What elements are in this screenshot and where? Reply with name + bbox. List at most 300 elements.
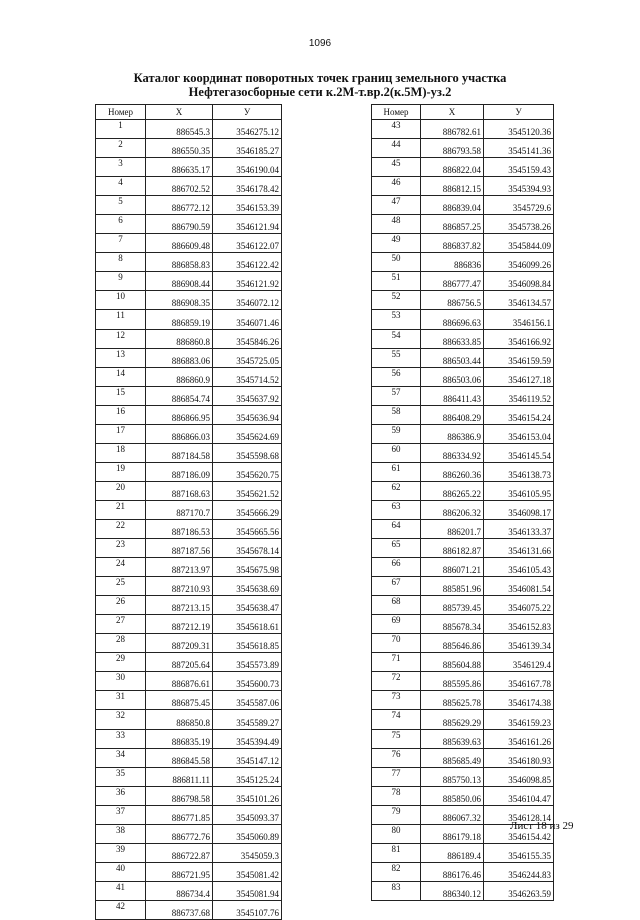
x-coordinate-cell: 886182.87 xyxy=(421,539,484,558)
point-number-cell: 11 xyxy=(96,310,146,329)
point-number-cell: 52 xyxy=(372,291,421,310)
y-coordinate-cell: 3546139.34 xyxy=(484,634,554,653)
point-number-cell: 82 xyxy=(372,862,421,881)
x-coordinate-cell: 886702.52 xyxy=(146,177,213,196)
point-number-cell: 76 xyxy=(372,748,421,767)
point-number-cell: 32 xyxy=(96,710,146,729)
x-coordinate-cell: 886503.06 xyxy=(421,367,484,386)
title-line-2: Нефтегазосборные сети к.2М-т.вр.2(к.5М)-уз.2 xyxy=(188,85,452,99)
point-number-cell: 26 xyxy=(96,596,146,615)
y-coordinate-cell: 3545714.52 xyxy=(213,367,282,386)
point-number-cell: 42 xyxy=(96,900,146,919)
table-row xyxy=(96,691,282,710)
table-row xyxy=(96,481,282,500)
x-coordinate-cell: 886854.74 xyxy=(146,386,213,405)
y-coordinate-cell: 3546098.17 xyxy=(484,500,554,519)
y-coordinate-cell: 3545621.52 xyxy=(213,481,282,500)
table-row xyxy=(372,500,554,519)
x-coordinate-cell: 886875.45 xyxy=(146,691,213,710)
x-coordinate-cell: 886633.85 xyxy=(421,329,484,348)
y-coordinate-cell: 3546075.22 xyxy=(484,596,554,615)
x-coordinate-cell: 885639.63 xyxy=(421,729,484,748)
point-number-cell: 31 xyxy=(96,691,146,710)
x-coordinate-cell: 887184.58 xyxy=(146,443,213,462)
point-number-cell: 30 xyxy=(96,672,146,691)
point-number-cell: 6 xyxy=(96,215,146,234)
table-row xyxy=(372,405,554,424)
point-number-cell: 14 xyxy=(96,367,146,386)
point-number-cell: 50 xyxy=(372,253,421,272)
x-coordinate-cell: 886811.11 xyxy=(146,767,213,786)
y-coordinate-cell: 3545107.76 xyxy=(213,900,282,919)
y-coordinate-cell: 3546119.52 xyxy=(484,386,554,405)
point-number-cell: 7 xyxy=(96,234,146,253)
point-number-cell: 8 xyxy=(96,253,146,272)
table-row xyxy=(96,158,282,177)
y-coordinate-cell: 3546072.12 xyxy=(213,291,282,310)
y-coordinate-cell: 3545598.68 xyxy=(213,443,282,462)
x-coordinate-cell: 886839.04 xyxy=(421,196,484,215)
table-row xyxy=(372,329,554,348)
document-title xyxy=(0,71,640,99)
x-coordinate-cell: 886721.95 xyxy=(146,862,213,881)
x-coordinate-cell: 885595.86 xyxy=(421,672,484,691)
x-coordinate-cell: 886265.22 xyxy=(421,481,484,500)
table-row xyxy=(96,272,282,291)
point-number-cell: 69 xyxy=(372,615,421,634)
point-number-cell: 45 xyxy=(372,158,421,177)
y-coordinate-cell: 3546154.42 xyxy=(484,824,554,843)
y-coordinate-cell: 3545729.6 xyxy=(484,196,554,215)
x-coordinate-cell: 886883.06 xyxy=(146,348,213,367)
point-number-cell: 63 xyxy=(372,500,421,519)
x-coordinate-cell: 887186.53 xyxy=(146,519,213,538)
column-header-x: X xyxy=(421,105,484,120)
y-coordinate-cell: 3546105.43 xyxy=(484,558,554,577)
table-row xyxy=(96,729,282,748)
y-coordinate-cell: 3546134.57 xyxy=(484,291,554,310)
table-row xyxy=(372,481,554,500)
column-header-y: У xyxy=(213,105,282,120)
x-coordinate-cell: 886845.58 xyxy=(146,748,213,767)
table-row xyxy=(96,291,282,310)
point-number-cell: 70 xyxy=(372,634,421,653)
x-coordinate-cell: 886067.32 xyxy=(421,805,484,824)
table-row xyxy=(96,862,282,881)
point-number-cell: 36 xyxy=(96,786,146,805)
table-row xyxy=(96,900,282,919)
point-number-cell: 60 xyxy=(372,443,421,462)
y-coordinate-cell: 3545159.43 xyxy=(484,158,554,177)
x-coordinate-cell: 886411.43 xyxy=(421,386,484,405)
y-coordinate-cell: 3546263.59 xyxy=(484,881,554,900)
table-row xyxy=(372,234,554,253)
point-number-cell: 67 xyxy=(372,577,421,596)
y-coordinate-cell: 3546180.93 xyxy=(484,748,554,767)
point-number-cell: 81 xyxy=(372,843,421,862)
x-coordinate-cell: 887168.63 xyxy=(146,481,213,500)
x-coordinate-cell: 886857.25 xyxy=(421,215,484,234)
x-coordinate-cell: 885629.29 xyxy=(421,710,484,729)
table-row xyxy=(372,710,554,729)
table-row xyxy=(96,596,282,615)
table-row xyxy=(372,672,554,691)
table-row xyxy=(372,177,554,196)
table-row xyxy=(372,634,554,653)
table-header-row xyxy=(96,105,282,120)
x-coordinate-cell: 885851.96 xyxy=(421,577,484,596)
table-row xyxy=(96,767,282,786)
column-header-x: X xyxy=(146,105,213,120)
x-coordinate-cell: 886798.58 xyxy=(146,786,213,805)
y-coordinate-cell: 3546127.18 xyxy=(484,367,554,386)
point-number-cell: 66 xyxy=(372,558,421,577)
table-row xyxy=(96,634,282,653)
x-coordinate-cell: 887170.7 xyxy=(146,500,213,519)
x-coordinate-cell: 886179.18 xyxy=(421,824,484,843)
table-row xyxy=(372,881,554,900)
point-number-cell: 75 xyxy=(372,729,421,748)
table-row xyxy=(96,215,282,234)
table-row xyxy=(372,539,554,558)
table-row xyxy=(96,653,282,672)
x-coordinate-cell: 887205.64 xyxy=(146,653,213,672)
point-number-cell: 57 xyxy=(372,386,421,405)
table-row xyxy=(372,577,554,596)
x-coordinate-cell: 886737.68 xyxy=(146,900,213,919)
x-coordinate-cell: 885604.88 xyxy=(421,653,484,672)
table-row xyxy=(96,748,282,767)
x-coordinate-cell: 886860.8 xyxy=(146,329,213,348)
table-header-row xyxy=(372,105,554,120)
point-number-cell: 13 xyxy=(96,348,146,367)
x-coordinate-cell: 886201.7 xyxy=(421,519,484,538)
point-number-cell: 17 xyxy=(96,424,146,443)
y-coordinate-cell: 3546128.14 xyxy=(484,805,554,824)
table-row xyxy=(96,710,282,729)
y-coordinate-cell: 3546185.27 xyxy=(213,139,282,158)
coordinates-table-left xyxy=(95,104,282,920)
table-row xyxy=(96,196,282,215)
point-number-cell: 83 xyxy=(372,881,421,900)
table-row xyxy=(96,424,282,443)
point-number-cell: 21 xyxy=(96,500,146,519)
point-number-cell: 54 xyxy=(372,329,421,348)
y-coordinate-cell: 3545675.98 xyxy=(213,558,282,577)
sheet-label: Лист 18 из 29 xyxy=(510,820,574,832)
x-coordinate-cell: 886635.17 xyxy=(146,158,213,177)
x-coordinate-cell: 886908.44 xyxy=(146,272,213,291)
x-coordinate-cell: 886609.48 xyxy=(146,234,213,253)
table-row xyxy=(372,596,554,615)
point-number-cell: 41 xyxy=(96,881,146,900)
point-number-cell: 62 xyxy=(372,481,421,500)
y-coordinate-cell: 3545081.94 xyxy=(213,881,282,900)
point-number-cell: 80 xyxy=(372,824,421,843)
point-number-cell: 44 xyxy=(372,139,421,158)
point-number-cell: 68 xyxy=(372,596,421,615)
point-number-cell: 37 xyxy=(96,805,146,824)
table-row xyxy=(96,139,282,158)
table-row xyxy=(372,443,554,462)
x-coordinate-cell: 886866.95 xyxy=(146,405,213,424)
y-coordinate-cell: 3546190.04 xyxy=(213,158,282,177)
point-number-cell: 65 xyxy=(372,539,421,558)
table-row xyxy=(96,615,282,634)
y-coordinate-cell: 3546081.54 xyxy=(484,577,554,596)
y-coordinate-cell: 3545101.26 xyxy=(213,786,282,805)
x-coordinate-cell: 886858.83 xyxy=(146,253,213,272)
y-coordinate-cell: 3546167.78 xyxy=(484,672,554,691)
point-number-cell: 78 xyxy=(372,786,421,805)
y-coordinate-cell: 3546098.85 xyxy=(484,767,554,786)
y-coordinate-cell: 3545666.29 xyxy=(213,500,282,519)
point-number-cell: 74 xyxy=(372,710,421,729)
table-row xyxy=(96,234,282,253)
y-coordinate-cell: 3546166.92 xyxy=(484,329,554,348)
table-row xyxy=(96,386,282,405)
x-coordinate-cell: 886790.59 xyxy=(146,215,213,234)
table-row xyxy=(372,786,554,805)
x-coordinate-cell: 886860.9 xyxy=(146,367,213,386)
column-header-number: Номер xyxy=(96,105,146,120)
x-coordinate-cell: 886793.58 xyxy=(421,139,484,158)
y-coordinate-cell: 3546244.83 xyxy=(484,862,554,881)
x-coordinate-cell: 885625.78 xyxy=(421,691,484,710)
table-row xyxy=(372,558,554,577)
y-coordinate-cell: 3546098.84 xyxy=(484,272,554,291)
y-coordinate-cell: 3545587.06 xyxy=(213,691,282,710)
point-number-cell: 55 xyxy=(372,348,421,367)
point-number-cell: 25 xyxy=(96,577,146,596)
y-coordinate-cell: 3546161.26 xyxy=(484,729,554,748)
y-coordinate-cell: 3545665.56 xyxy=(213,519,282,538)
y-coordinate-cell: 3545141.36 xyxy=(484,139,554,158)
point-number-cell: 16 xyxy=(96,405,146,424)
table-row xyxy=(96,405,282,424)
point-number-cell: 46 xyxy=(372,177,421,196)
x-coordinate-cell: 886408.29 xyxy=(421,405,484,424)
y-coordinate-cell: 3546159.59 xyxy=(484,348,554,367)
column-header-number: Номер xyxy=(372,105,421,120)
table-row xyxy=(96,348,282,367)
table-row xyxy=(372,691,554,710)
table-row xyxy=(96,539,282,558)
y-coordinate-cell: 3546129.4 xyxy=(484,653,554,672)
y-coordinate-cell: 3545120.36 xyxy=(484,120,554,139)
table-row xyxy=(372,272,554,291)
y-coordinate-cell: 3546133.37 xyxy=(484,519,554,538)
table-row xyxy=(96,824,282,843)
point-number-cell: 35 xyxy=(96,767,146,786)
table-row xyxy=(372,653,554,672)
table-row xyxy=(96,443,282,462)
table-row xyxy=(372,367,554,386)
table-row xyxy=(96,253,282,272)
y-coordinate-cell: 3546178.42 xyxy=(213,177,282,196)
y-coordinate-cell: 3545573.89 xyxy=(213,653,282,672)
y-coordinate-cell: 3546174.38 xyxy=(484,691,554,710)
y-coordinate-cell: 3545725.05 xyxy=(213,348,282,367)
y-coordinate-cell: 3545060.89 xyxy=(213,824,282,843)
table-row xyxy=(96,367,282,386)
point-number-cell: 24 xyxy=(96,558,146,577)
y-coordinate-cell: 3545636.94 xyxy=(213,405,282,424)
table-row xyxy=(372,120,554,139)
table-row xyxy=(96,177,282,196)
point-number-cell: 15 xyxy=(96,386,146,405)
table-row xyxy=(96,500,282,519)
point-number-cell: 23 xyxy=(96,539,146,558)
y-coordinate-cell: 3546275.12 xyxy=(213,120,282,139)
y-coordinate-cell: 3546156.1 xyxy=(484,310,554,329)
table-row xyxy=(96,558,282,577)
point-number-cell: 53 xyxy=(372,310,421,329)
point-number-cell: 56 xyxy=(372,367,421,386)
y-coordinate-cell: 3546104.47 xyxy=(484,786,554,805)
x-coordinate-cell: 886837.82 xyxy=(421,234,484,253)
table-row xyxy=(372,215,554,234)
table-row xyxy=(372,424,554,443)
y-coordinate-cell: 3546155.35 xyxy=(484,843,554,862)
table-row xyxy=(372,462,554,481)
table-row xyxy=(96,462,282,481)
x-coordinate-cell: 886772.76 xyxy=(146,824,213,843)
y-coordinate-cell: 3545846.26 xyxy=(213,329,282,348)
y-coordinate-cell: 3545624.69 xyxy=(213,424,282,443)
y-coordinate-cell: 3546121.92 xyxy=(213,272,282,291)
table-row xyxy=(372,615,554,634)
y-coordinate-cell: 3546105.95 xyxy=(484,481,554,500)
point-number-cell: 4 xyxy=(96,177,146,196)
x-coordinate-cell: 886822.04 xyxy=(421,158,484,177)
table-row xyxy=(372,386,554,405)
point-number-cell: 34 xyxy=(96,748,146,767)
table-row xyxy=(372,519,554,538)
x-coordinate-cell: 886340.12 xyxy=(421,881,484,900)
point-number-cell: 79 xyxy=(372,805,421,824)
point-number-cell: 5 xyxy=(96,196,146,215)
y-coordinate-cell: 3546152.83 xyxy=(484,615,554,634)
point-number-cell: 22 xyxy=(96,519,146,538)
point-number-cell: 29 xyxy=(96,653,146,672)
point-number-cell: 40 xyxy=(96,862,146,881)
point-number-cell: 51 xyxy=(372,272,421,291)
x-coordinate-cell: 886260.36 xyxy=(421,462,484,481)
x-coordinate-cell: 885646.86 xyxy=(421,634,484,653)
x-coordinate-cell: 886859.19 xyxy=(146,310,213,329)
table-row xyxy=(96,786,282,805)
y-coordinate-cell: 3546122.07 xyxy=(213,234,282,253)
x-coordinate-cell: 886189.4 xyxy=(421,843,484,862)
x-coordinate-cell: 886071.21 xyxy=(421,558,484,577)
y-coordinate-cell: 3546071.46 xyxy=(213,310,282,329)
table-row xyxy=(96,577,282,596)
x-coordinate-cell: 886734.4 xyxy=(146,881,213,900)
y-coordinate-cell: 3545125.24 xyxy=(213,767,282,786)
point-number-cell: 38 xyxy=(96,824,146,843)
y-coordinate-cell: 3545738.26 xyxy=(484,215,554,234)
table-row xyxy=(372,139,554,158)
point-number-cell: 58 xyxy=(372,405,421,424)
point-number-cell: 33 xyxy=(96,729,146,748)
x-coordinate-cell: 886503.44 xyxy=(421,348,484,367)
point-number-cell: 39 xyxy=(96,843,146,862)
x-coordinate-cell: 885739.45 xyxy=(421,596,484,615)
y-coordinate-cell: 3546159.23 xyxy=(484,710,554,729)
y-coordinate-cell: 3545638.47 xyxy=(213,596,282,615)
table-row xyxy=(96,329,282,348)
x-coordinate-cell: 885850.06 xyxy=(421,786,484,805)
point-number-cell: 59 xyxy=(372,424,421,443)
table-row xyxy=(372,310,554,329)
point-number-cell: 73 xyxy=(372,691,421,710)
page-number: 1096 xyxy=(308,38,332,49)
point-number-cell: 77 xyxy=(372,767,421,786)
y-coordinate-cell: 3545059.3 xyxy=(213,843,282,862)
x-coordinate-cell: 886386.9 xyxy=(421,424,484,443)
y-coordinate-cell: 3545637.92 xyxy=(213,386,282,405)
y-coordinate-cell: 3546131.66 xyxy=(484,539,554,558)
title-line-1: Каталог координат поворотных точек границ земельного участка xyxy=(133,71,507,85)
x-coordinate-cell: 886334.92 xyxy=(421,443,484,462)
y-coordinate-cell: 3546122.42 xyxy=(213,253,282,272)
table-row xyxy=(372,291,554,310)
y-coordinate-cell: 3545618.61 xyxy=(213,615,282,634)
point-number-cell: 12 xyxy=(96,329,146,348)
y-coordinate-cell: 3545638.69 xyxy=(213,577,282,596)
x-coordinate-cell: 886777.47 xyxy=(421,272,484,291)
x-coordinate-cell: 887213.15 xyxy=(146,596,213,615)
x-coordinate-cell: 885750.13 xyxy=(421,767,484,786)
table-row xyxy=(96,843,282,862)
table-row xyxy=(96,881,282,900)
x-coordinate-cell: 886812.15 xyxy=(421,177,484,196)
y-coordinate-cell: 3545147.12 xyxy=(213,748,282,767)
x-coordinate-cell: 886550.35 xyxy=(146,139,213,158)
x-coordinate-cell: 885678.34 xyxy=(421,615,484,634)
point-number-cell: 61 xyxy=(372,462,421,481)
y-coordinate-cell: 3545618.85 xyxy=(213,634,282,653)
column-header-y: У xyxy=(484,105,554,120)
x-coordinate-cell: 887213.97 xyxy=(146,558,213,577)
point-number-cell: 9 xyxy=(96,272,146,291)
point-number-cell: 71 xyxy=(372,653,421,672)
y-coordinate-cell: 3545678.14 xyxy=(213,539,282,558)
point-number-cell: 3 xyxy=(96,158,146,177)
point-number-cell: 18 xyxy=(96,443,146,462)
table-row xyxy=(372,862,554,881)
table-row xyxy=(96,120,282,139)
table-row xyxy=(372,767,554,786)
table-row xyxy=(96,805,282,824)
x-coordinate-cell: 887187.56 xyxy=(146,539,213,558)
table-row xyxy=(372,348,554,367)
x-coordinate-cell: 887209.31 xyxy=(146,634,213,653)
table-row xyxy=(372,729,554,748)
x-coordinate-cell: 886850.8 xyxy=(146,710,213,729)
x-coordinate-cell: 886771.85 xyxy=(146,805,213,824)
table-row xyxy=(96,672,282,691)
point-number-cell: 2 xyxy=(96,139,146,158)
y-coordinate-cell: 3545589.27 xyxy=(213,710,282,729)
table-row xyxy=(372,253,554,272)
x-coordinate-cell: 886835.19 xyxy=(146,729,213,748)
x-coordinate-cell: 886696.63 xyxy=(421,310,484,329)
y-coordinate-cell: 3546153.39 xyxy=(213,196,282,215)
y-coordinate-cell: 3546153.04 xyxy=(484,424,554,443)
x-coordinate-cell: 886756.5 xyxy=(421,291,484,310)
